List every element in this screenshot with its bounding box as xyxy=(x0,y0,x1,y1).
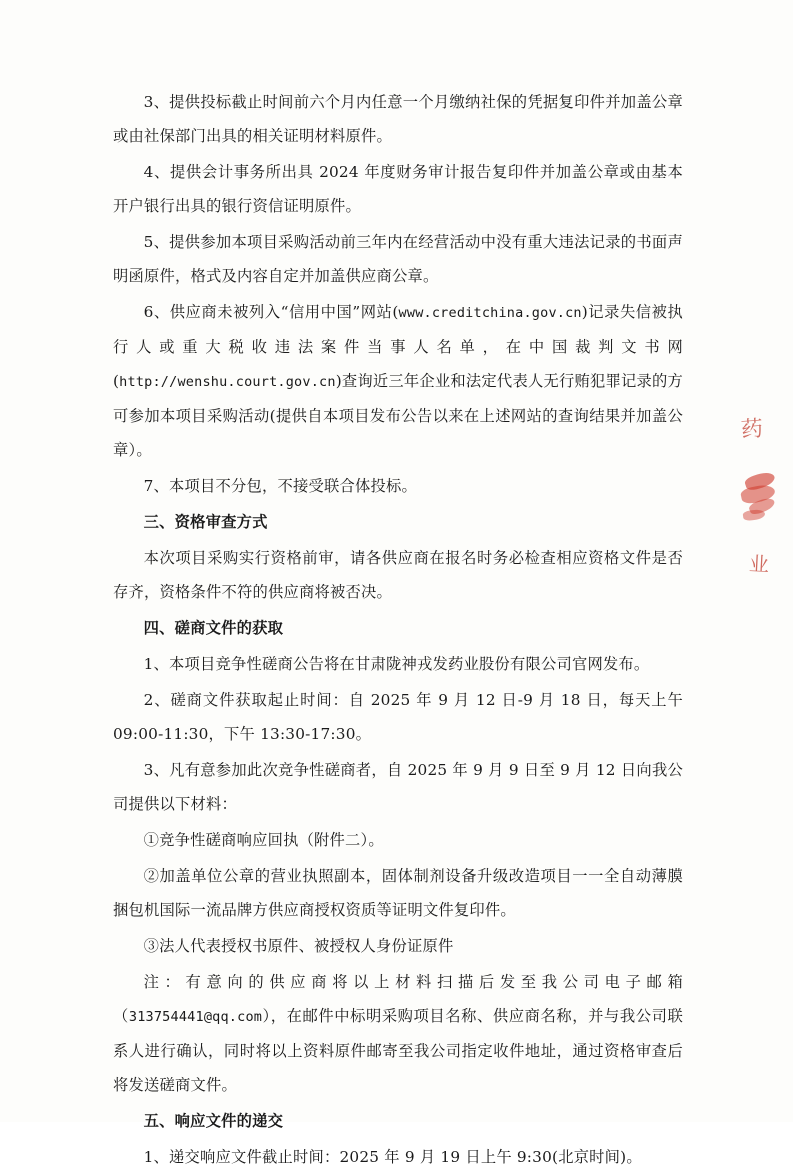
item6-middle-text: )记录失信被执行人或重大税收违法案件当事人名单，在中国裁判文书网( xyxy=(113,303,683,390)
paragraph-item-5: 5、提供参加本项目采购活动前三年内在经营活动中没有重大违法记录的书面声明函原件，格式及内容自定并加盖供应商公章。 xyxy=(113,233,683,285)
note-suffix-text: ），在邮件中标明采购项目名称、供应商名称，并与我公司联系人进行确认，同时将以上资料原件邮寄至我公司指定收件地址，通过资格审查后将发送磋商文件。 xyxy=(113,1007,683,1094)
paragraph-item-6 xyxy=(113,295,683,467)
seal-mark-top: 药 xyxy=(740,416,764,444)
section-4-item-1: 1、本项目竞争性磋商公告将在甘肃陇神戎发药业股份有限公司官网发布。 xyxy=(143,655,650,673)
wenshu-court-url: http://wenshu.court.gov.cn xyxy=(119,374,336,390)
section-5-item-1: 1、递交响应文件截止时间：2025 年 9 月 19 日上午 9:30(北京时间)。 xyxy=(143,1148,642,1166)
item6-prefix-text: 6、供应商未被列入“信用中国”网站( xyxy=(143,303,399,321)
section-4-note xyxy=(113,965,683,1102)
creditchina-url: www.creditchina.gov.cn xyxy=(398,305,582,321)
seal-smudge xyxy=(739,470,783,540)
section-5-heading: 五、响应文件的递交 xyxy=(143,1112,284,1130)
contact-email: 313754441@qq.com xyxy=(128,1009,263,1025)
section-4-item-3: 3、凡有意参加此次竞争性磋商者，自 2025 年 9 月 9 日至 9 月 12 日向我公司提供以下材料： xyxy=(113,761,683,813)
section-4-subitem-1: ①竞争性磋商响应回执（附件二）。 xyxy=(143,831,384,849)
section-4-subitem-2: ②加盖单位公章的营业执照副本，固体制剂设备升级改造项目一一全自动薄膜捆包机国际一流品牌方供应商授权资质等证明文件复印件。 xyxy=(113,867,683,919)
section-4-heading: 四、磋商文件的获取 xyxy=(143,619,284,637)
section-3-heading: 三、资格审查方式 xyxy=(143,513,268,531)
section-4-subitem-3: ③法人代表授权书原件、被授权人身份证原件 xyxy=(143,937,454,955)
seal-mark-bottom: 业 xyxy=(748,551,770,577)
note-prefix-text: 注：有意向的供应商将以上材料扫描后发至我公司电子邮箱（ xyxy=(113,973,683,1025)
paragraph-item-7: 7、本项目不分包，不接受联合体投标。 xyxy=(143,477,417,495)
document-body xyxy=(113,85,683,1176)
item6-suffix-text: )查询近三年企业和法定代表人无行贿犯罪记录的方可参加本项目采购活动(提供自本项目发布公告以来在上述网站的查询结果并加盖公章）。 xyxy=(113,372,683,459)
section-4-item-2: 2、磋商文件获取起止时间：自 2025 年 9 月 12 日-9 月 18 日，每天上午 09:00-11:30，下午 13:30-17:30。 xyxy=(113,691,683,743)
paragraph-item-3: 3、提供投标截止时间前六个月内任意一个月缴纳社保的凭据复印件并加盖公章或由社保部门出具的相关证明材料原件。 xyxy=(113,93,683,145)
section-3-body: 本次项目采购实行资格前审，请各供应商在报名时务必检查相应资格文件是否存齐，资格条件不符的供应商将被否决。 xyxy=(113,549,683,601)
paragraph-item-4: 4、提供会计事务所出具 2024 年度财务审计报告复印件并加盖公章或由基本开户银行出具的银行资信证明原件。 xyxy=(113,163,683,215)
